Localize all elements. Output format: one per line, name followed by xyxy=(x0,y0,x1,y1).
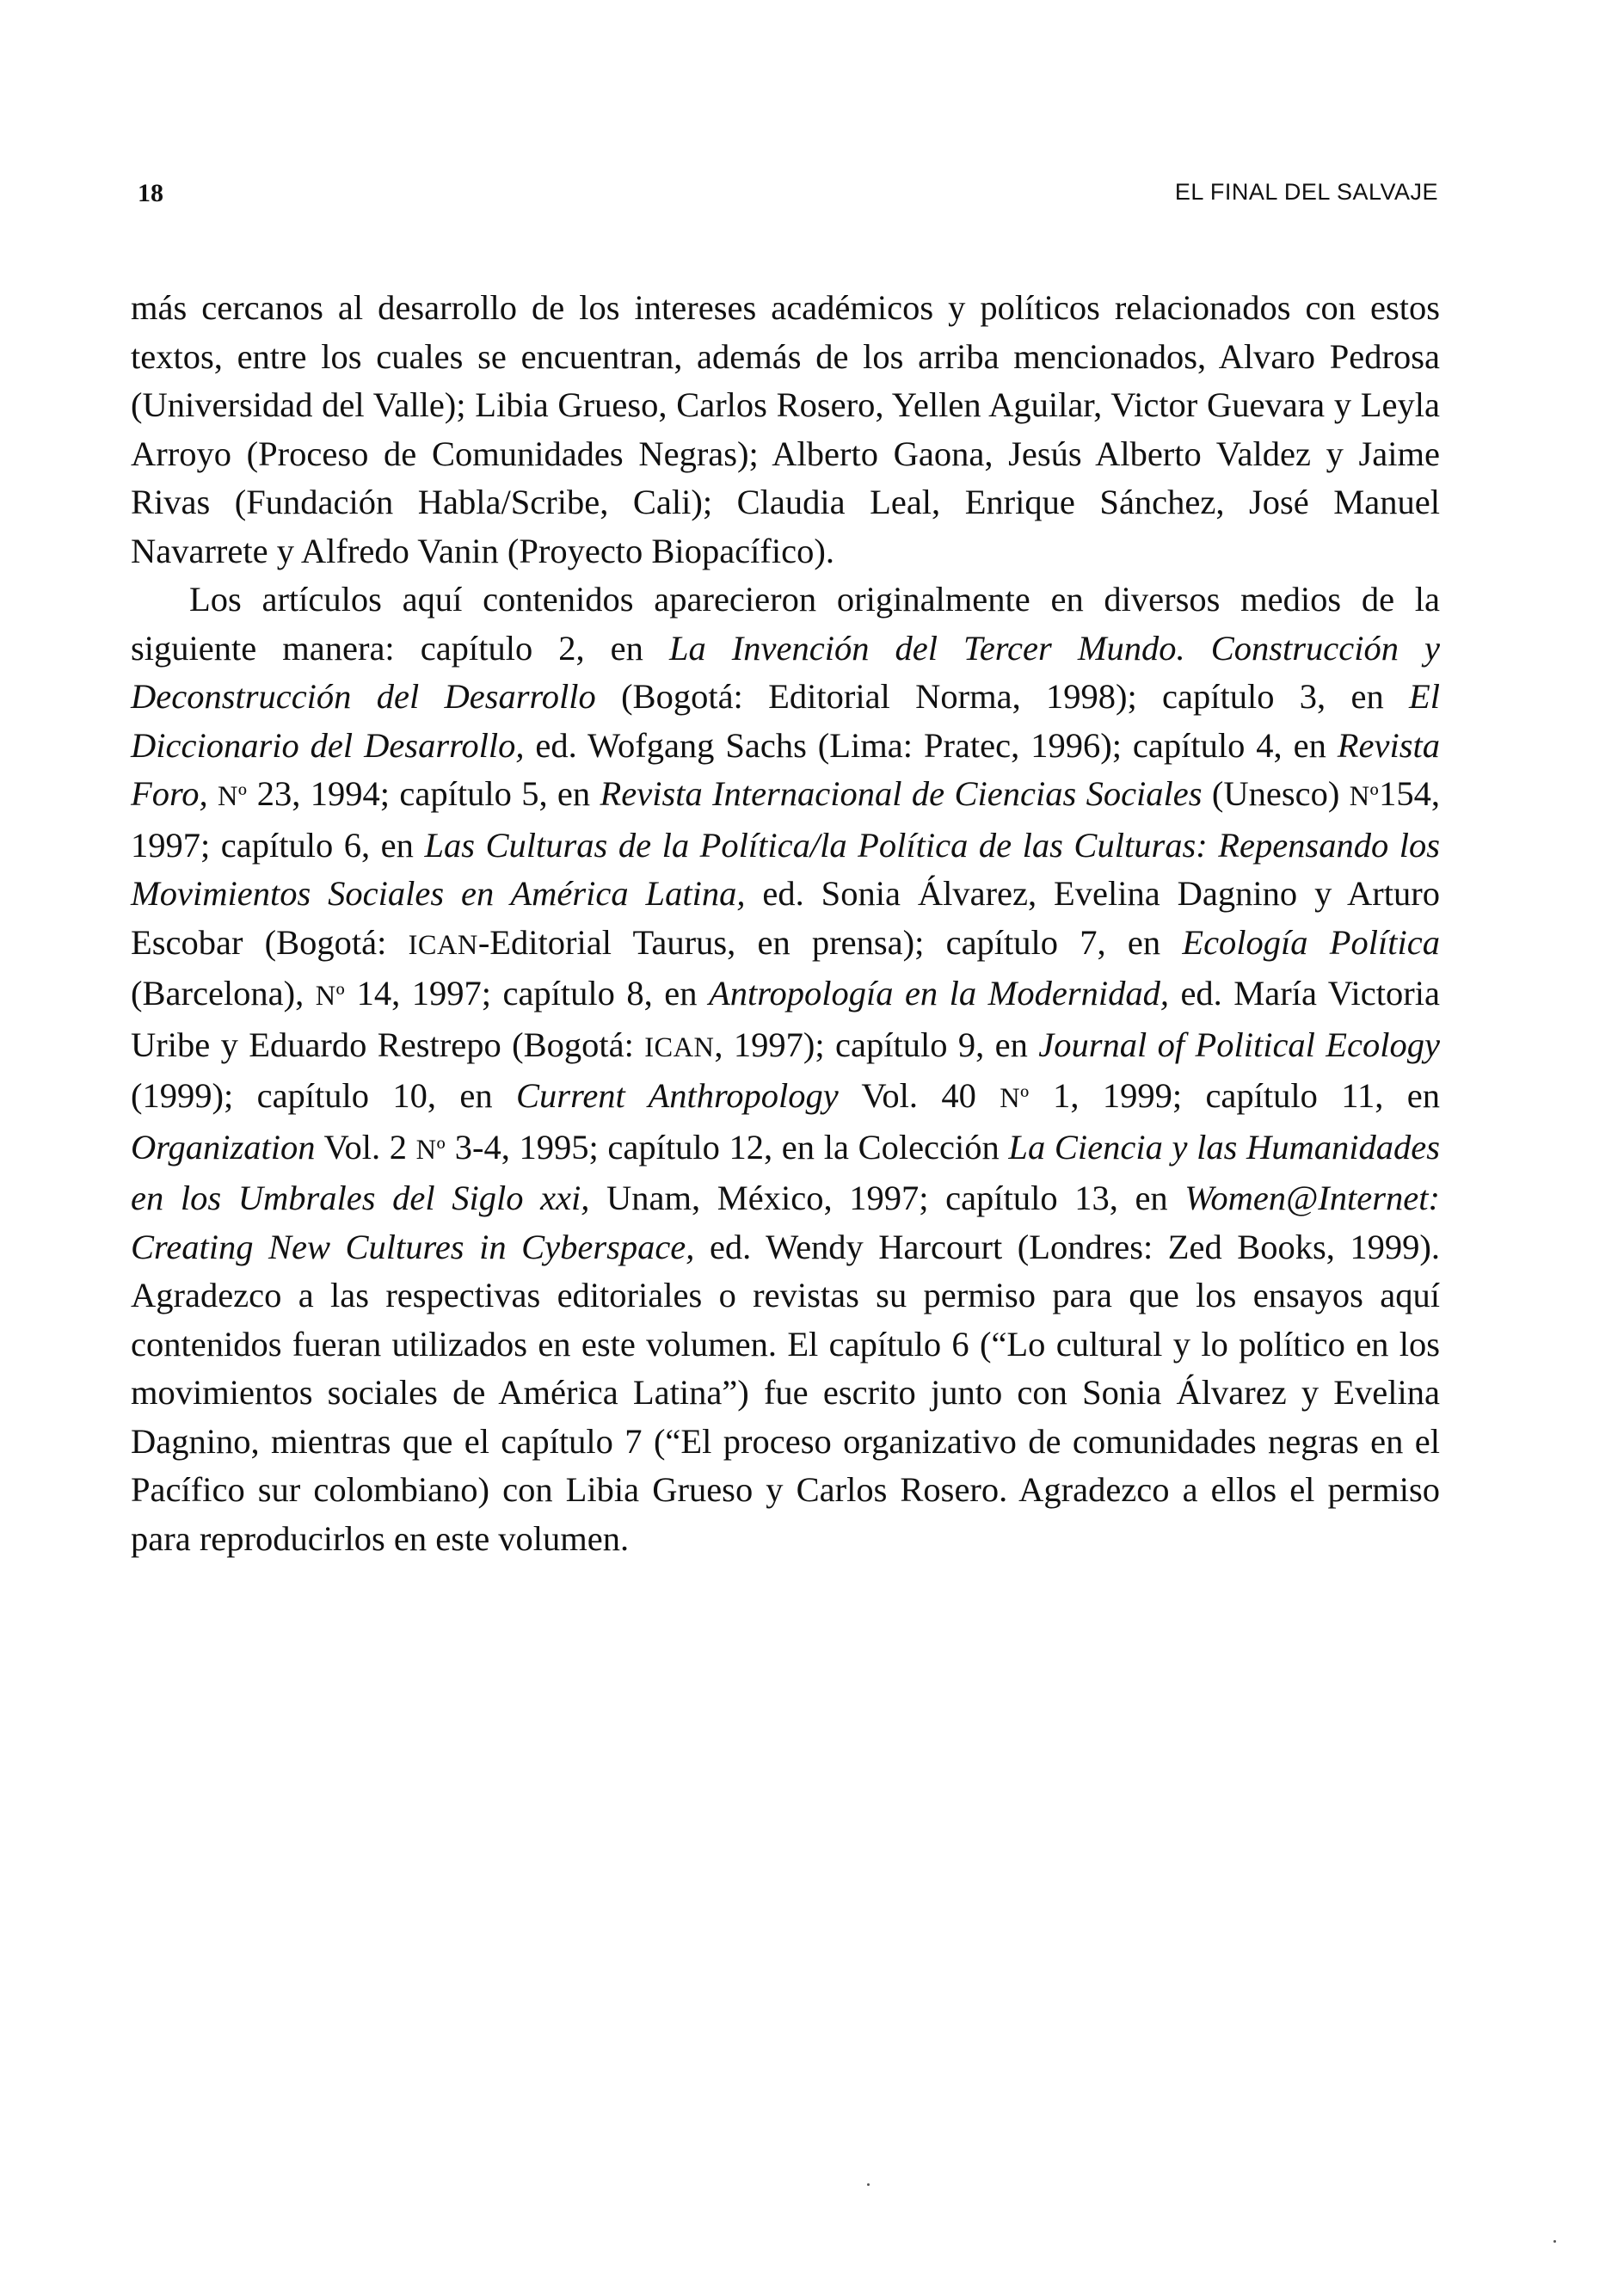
title-italic: Journal of Political Ecology xyxy=(1038,1025,1440,1064)
text-run: (1999); capítulo 10, en xyxy=(131,1076,517,1115)
title-italic: Revista Foro, xyxy=(131,725,1441,813)
text-run: 3-4, 1995; capítulo 12, en la Colección xyxy=(446,1127,1009,1167)
text-run: ed. Sonia Álvarez, Evelina Dagnino y Arturo Escobar (Bogotá: xyxy=(131,874,1440,962)
title-italic: Antropología en la Modernidad, xyxy=(708,974,1169,1013)
text-run: , 1997); capítulo 9, en xyxy=(714,1025,1039,1064)
text-run: ed. Wofgang Sachs (Lima: Pratec, 1996); capítulo 4, en xyxy=(524,725,1338,765)
text-run: Unam, México, 1997; capítulo 13, en xyxy=(589,1179,1185,1217)
title-italic: El Diccionario del Desarrollo, xyxy=(131,677,1440,765)
title-italic: Las Culturas de la Política/la Política de las Culturas: Repensando los Movimientos Sociales en América Latina, xyxy=(131,825,1440,913)
text-run: más cercanos al desarrollo de los intereses académicos y políticos relacionados con estos textos, entre los cuales se encuentran, además de los arriba mencionados, Alvaro Pedrosa (Universidad del Valle); Libia Grueso, Carlos Rosero, Yellen Aguilar, Victor Guevara y Leyla Arroyo (Proceso de Comunidades Negras); Alberto Gaona, Jesús Alberto Valdez y Jaime Rivas (Fundación Habla/Scribe, Cali); Claudia Leal, Enrique Sánchez, José Manuel Navarrete y Alfredo Vanin (Proyecto Biopacífico). xyxy=(131,288,1440,570)
running-header xyxy=(138,179,1438,213)
small-caps-abbrev: Nº xyxy=(1000,1083,1030,1114)
title-italic: Ecología Política xyxy=(1182,922,1440,962)
text-run: -Editorial Taurus, en prensa); capítulo 7, en xyxy=(477,922,1183,962)
title-italic: Revista Internacional de Ciencias Sociales xyxy=(600,774,1203,813)
text-run: Los artículos aquí contenidos aparecieron originalmente en diversos medios de la siguiente manera: capítulo 2, en xyxy=(131,580,1440,668)
scan-speck xyxy=(1553,2240,1556,2243)
title-italic: Women@Internet: Creating New Cultures in Cyberspace, xyxy=(131,1179,1440,1266)
small-caps-abbrev: Nº xyxy=(217,781,248,812)
paragraph-original-publications xyxy=(131,576,1440,1563)
text-run: Vol. 2 xyxy=(315,1127,416,1167)
small-caps-abbrev: Nº xyxy=(415,1134,446,1166)
small-caps-abbrev: ICAN xyxy=(644,1031,715,1063)
title-italic: Organization xyxy=(131,1127,316,1167)
text-run: ed. Wendy Harcourt (Londres: Zed Books, 1999). Agradezco a las respectivas editoriales o revistas su permiso para que los ensayos aquí contenidos fueran utilizados en este volumen. El capítulo 6 (“Lo cultural y lo político en los movimientos sociales de América Latina”) fue escrito junto con Sonia Álvarez y Evelina Dagnino, mientras que el capítulo 7 (“El proceso organizativo de comunidades negras en el Pacífico sur colombiano) con Libia Grueso y Carlos Rosero. Agradezco a ellos el permiso para reproducirlos en este volumen. xyxy=(131,1227,1440,1558)
text-run: (Bogotá: Editorial Norma, 1998); capítulo 3, en xyxy=(595,677,1409,716)
body-text xyxy=(131,284,1440,1563)
small-caps-abbrev: Nº xyxy=(315,981,346,1012)
text-run: Vol. 40 xyxy=(838,1076,1000,1115)
title-italic: Current Anthropology xyxy=(516,1076,839,1115)
text-run: 23, 1994; capítulo 5, en xyxy=(247,774,600,813)
small-caps-abbrev: Nº xyxy=(1349,781,1380,812)
text-run: 14, 1997; capítulo 8, en xyxy=(345,974,709,1013)
small-caps-abbrev: ICAN xyxy=(408,929,478,961)
text-run: (Barcelona), xyxy=(131,974,316,1013)
text-run: 154, 1997; capítulo 6, en xyxy=(131,774,1441,865)
text-run: ed. María Victoria Uribe y Eduardo Restrepo (Bogotá: xyxy=(131,974,1440,1064)
scan-speck xyxy=(867,2183,870,2186)
title-italic: La Ciencia y las Humanidades en los Umbrales del Siglo xxi, xyxy=(131,1127,1440,1217)
paragraph-acknowledgements-continued xyxy=(131,284,1440,576)
text-run: (Unesco) xyxy=(1202,774,1350,813)
page-number: 18 xyxy=(138,179,163,207)
running-title: EL FINAL DEL SALVAJE xyxy=(1174,179,1438,205)
text-run: 1, 1999; capítulo 11, en xyxy=(1029,1076,1440,1115)
title-italic: La Invención del Tercer Mundo. Construcción y Deconstrucción del Desarrollo xyxy=(131,628,1440,716)
